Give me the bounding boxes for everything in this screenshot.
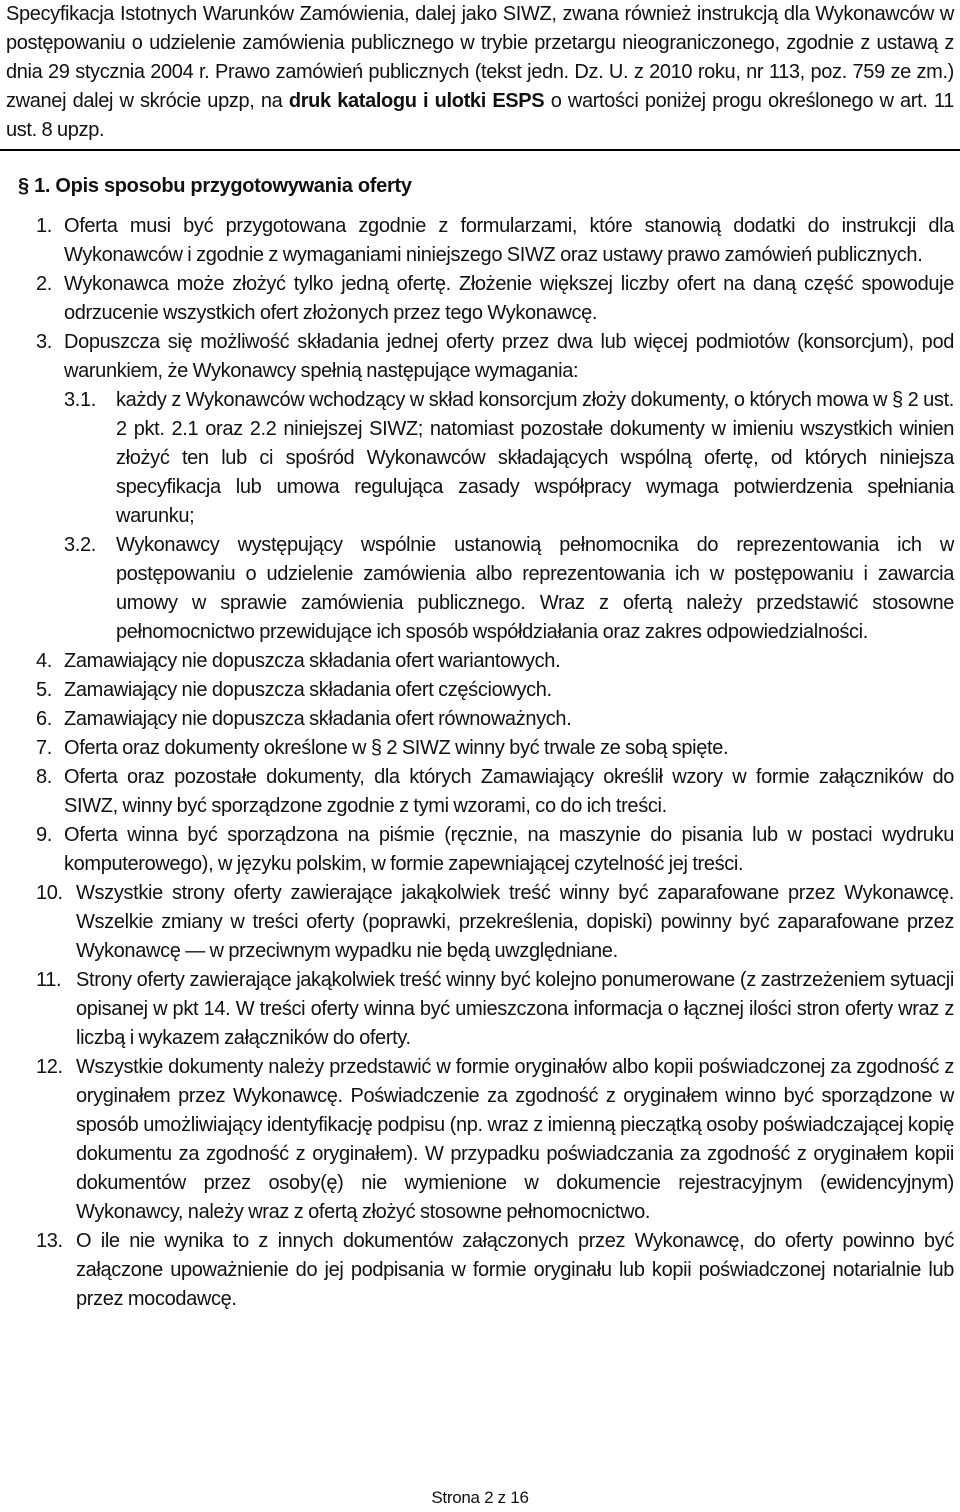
list-item-number: 6.: [36, 708, 52, 730]
intro-bold-subject: druk katalogu i ulotki ESPS: [288, 90, 545, 112]
list-item: [6, 966, 954, 1053]
list-item-number: 11.: [36, 969, 62, 991]
intro-text-end: o wartości poniżej progu określonego w art. 11 ust. 8 upzp.: [6, 90, 954, 141]
offer-rules-list: [6, 212, 954, 1314]
list-item: [6, 647, 954, 676]
list-item-text: Oferta oraz pozostałe dokumenty, dla których Zamawiający określił wzory w formie załączników do SIWZ, winny być sporządzone zgodnie z tymi wzorami, co do ich treści.: [64, 766, 954, 817]
list-item: [6, 763, 954, 821]
section-heading-text: 1. Opis sposobu przygotowywania oferty: [34, 175, 412, 197]
list-item-text: Dopuszcza się możliwość składania jednej oferty przez dwa lub więcej podmiotów (konsorcjum), pod warunkiem, że Wykonawcy spełnią następujące wymagania:: [64, 331, 954, 382]
sub-list-item: [6, 386, 954, 531]
intro-paragraph: [6, 0, 954, 145]
page-number-footer: Strona 2 z 16: [431, 1488, 529, 1507]
list-item-number: 1.: [36, 215, 52, 237]
list-item-number: 13.: [36, 1230, 63, 1252]
list-item: [6, 705, 954, 734]
list-item-number: 8.: [36, 766, 52, 788]
horizontal-rule: [0, 149, 960, 151]
list-item: [6, 270, 954, 328]
intro-text: Specyfikacja Istotnych Warunków Zamówienia, dalej jako SIWZ, zwana również instrukcją dla Wykonawców w postępowaniu o udzielenie zamówienia publicznego w trybie przetargu nieograniczonego, zgodnie z ustawą z dnia 29 stycznia 2004 r. Prawo zamówień publicznych (tekst jedn. Dz. U. z 2010 roku, nr 113, poz. 759 ze zm.) zwanej dalej w skrócie upzp, na: [6, 3, 954, 112]
list-item-text: Oferta musi być przygotowana zgodnie z formularzami, które stanowią dodatki do instrukcji dla Wykonawców i zgodnie z wymaganiami niniejszego SIWZ oraz ustawy prawo zamówień publicznych.: [64, 215, 954, 266]
list-item-text: Zamawiający nie dopuszcza składania ofert równoważnych.: [64, 708, 572, 730]
list-item-number: 12.: [36, 1056, 63, 1078]
list-item: [6, 676, 954, 705]
list-item: [6, 1053, 954, 1227]
list-item-text: Strony oferty zawierające jakąkolwiek treść winny być kolejno ponumerowane (z zastrzeżeniem sytuacji opisanej w pkt 14. W treści oferty winna być umieszczona informacja o łącznej ilości stron oferty wraz z liczbą i wykazem załączników do oferty.: [76, 969, 954, 1049]
list-item-number: 10.: [36, 882, 63, 904]
list-item-number: 9.: [36, 824, 52, 846]
sub-list-item-number: 3.2.: [64, 534, 96, 556]
section-heading: [18, 175, 954, 198]
list-item-number: 4.: [36, 650, 52, 672]
list-item: [6, 734, 954, 763]
list-item-number: 7.: [36, 737, 52, 759]
list-item-number: 2.: [36, 273, 52, 295]
list-item-number: 3.: [36, 331, 52, 353]
list-item-text: Zamawiający nie dopuszcza składania ofert wariantowych.: [64, 650, 561, 672]
list-item: [6, 879, 954, 966]
list-item-text: Wykonawca może złożyć tylko jedną ofertę. Złożenie większej liczby ofert na daną część spowoduje odrzucenie wszystkich ofert złożonych przez tego Wykonawcę.: [64, 273, 954, 324]
list-item-text: Zamawiający nie dopuszcza składania ofert częściowych.: [64, 679, 552, 701]
list-item: [6, 1227, 954, 1314]
sub-list-item-text: Wykonawcy występujący wspólnie ustanowią pełnomocnika do reprezentowania ich w postępowaniu o udzielenie zamówienia albo reprezentowania ich w postępowaniu i zawarcia umowy w sprawie zamówienia publicznego. Wraz z ofertą należy przedstawić stosowne pełnomocnictwo przewidujące ich sposób współdziałania oraz zakres odpowiedzialności.: [116, 534, 954, 643]
list-item-text: Oferta winna być sporządzona na piśmie (ręcznie, na maszynie do pisania lub w postaci wydruku komputerowego), w języku polskim, w formie zapewniającej czytelność jej treści.: [64, 824, 954, 875]
section-sign: §: [18, 175, 29, 197]
list-item-text: Wszystkie dokumenty należy przedstawić w formie oryginałów albo kopii poświadczonej za zgodność z oryginałem przez Wykonawcę. Poświadczenie za zgodność z oryginałem winno być sporządzone w sposób umożliwiający identyfikację podpisu (np. wraz z imienną pieczątką osoby poświadczającej kopię dokumentu za zgodność z oryginałem). W przypadku poświadczania za zgodność z oryginałem kopii dokumentów przez osoby(ę) nie wymienione w dokumencie rejestracyjnym (ewidencyjnym) Wykonawcy, należy wraz z ofertą złożyć stosowne pełnomocnictwo.: [76, 1056, 954, 1223]
list-item-text: Oferta oraz dokumenty określone w § 2 SIWZ winny być trwale ze sobą spięte.: [64, 737, 729, 759]
sub-list-item: [6, 531, 954, 647]
list-item: [6, 821, 954, 879]
sub-list-item-number: 3.1.: [64, 389, 96, 411]
list-item-text: Wszystkie strony oferty zawierające jakąkolwiek treść winny być zaparafowane przez Wykonawcę. Wszelkie zmiany w treści oferty (poprawki, przekreślenia, dopiski) powinny być zaparafowane przez Wykonawcę — w przeciwnym wypadku nie będą uwzględniane.: [76, 882, 954, 962]
list-item-number: 5.: [36, 679, 52, 701]
list-item-text: O ile nie wynika to z innych dokumentów załączonych przez Wykonawcę, do oferty powinno być załączone upoważnienie do jej podpisania w formie oryginału lub kopii poświadczonej notarialnie lub przez mocodawcę.: [76, 1230, 954, 1310]
list-item: [6, 212, 954, 270]
list-item: [6, 328, 954, 386]
sub-list-item-text: każdy z Wykonawców wchodzący w skład konsorcjum złoży dokumenty, o których mowa w § 2 ust. 2 pkt. 2.1 oraz 2.2 niniejszej SIWZ; natomiast pozostałe dokumenty w imieniu wszystkich winien złożyć ten lub ci spośród Wykonawców składających wspólną ofertę, od których niniejsza specyfikacja lub umowa regulująca zasady współpracy wymaga potwierdzenia spełniania warunku;: [116, 389, 954, 527]
